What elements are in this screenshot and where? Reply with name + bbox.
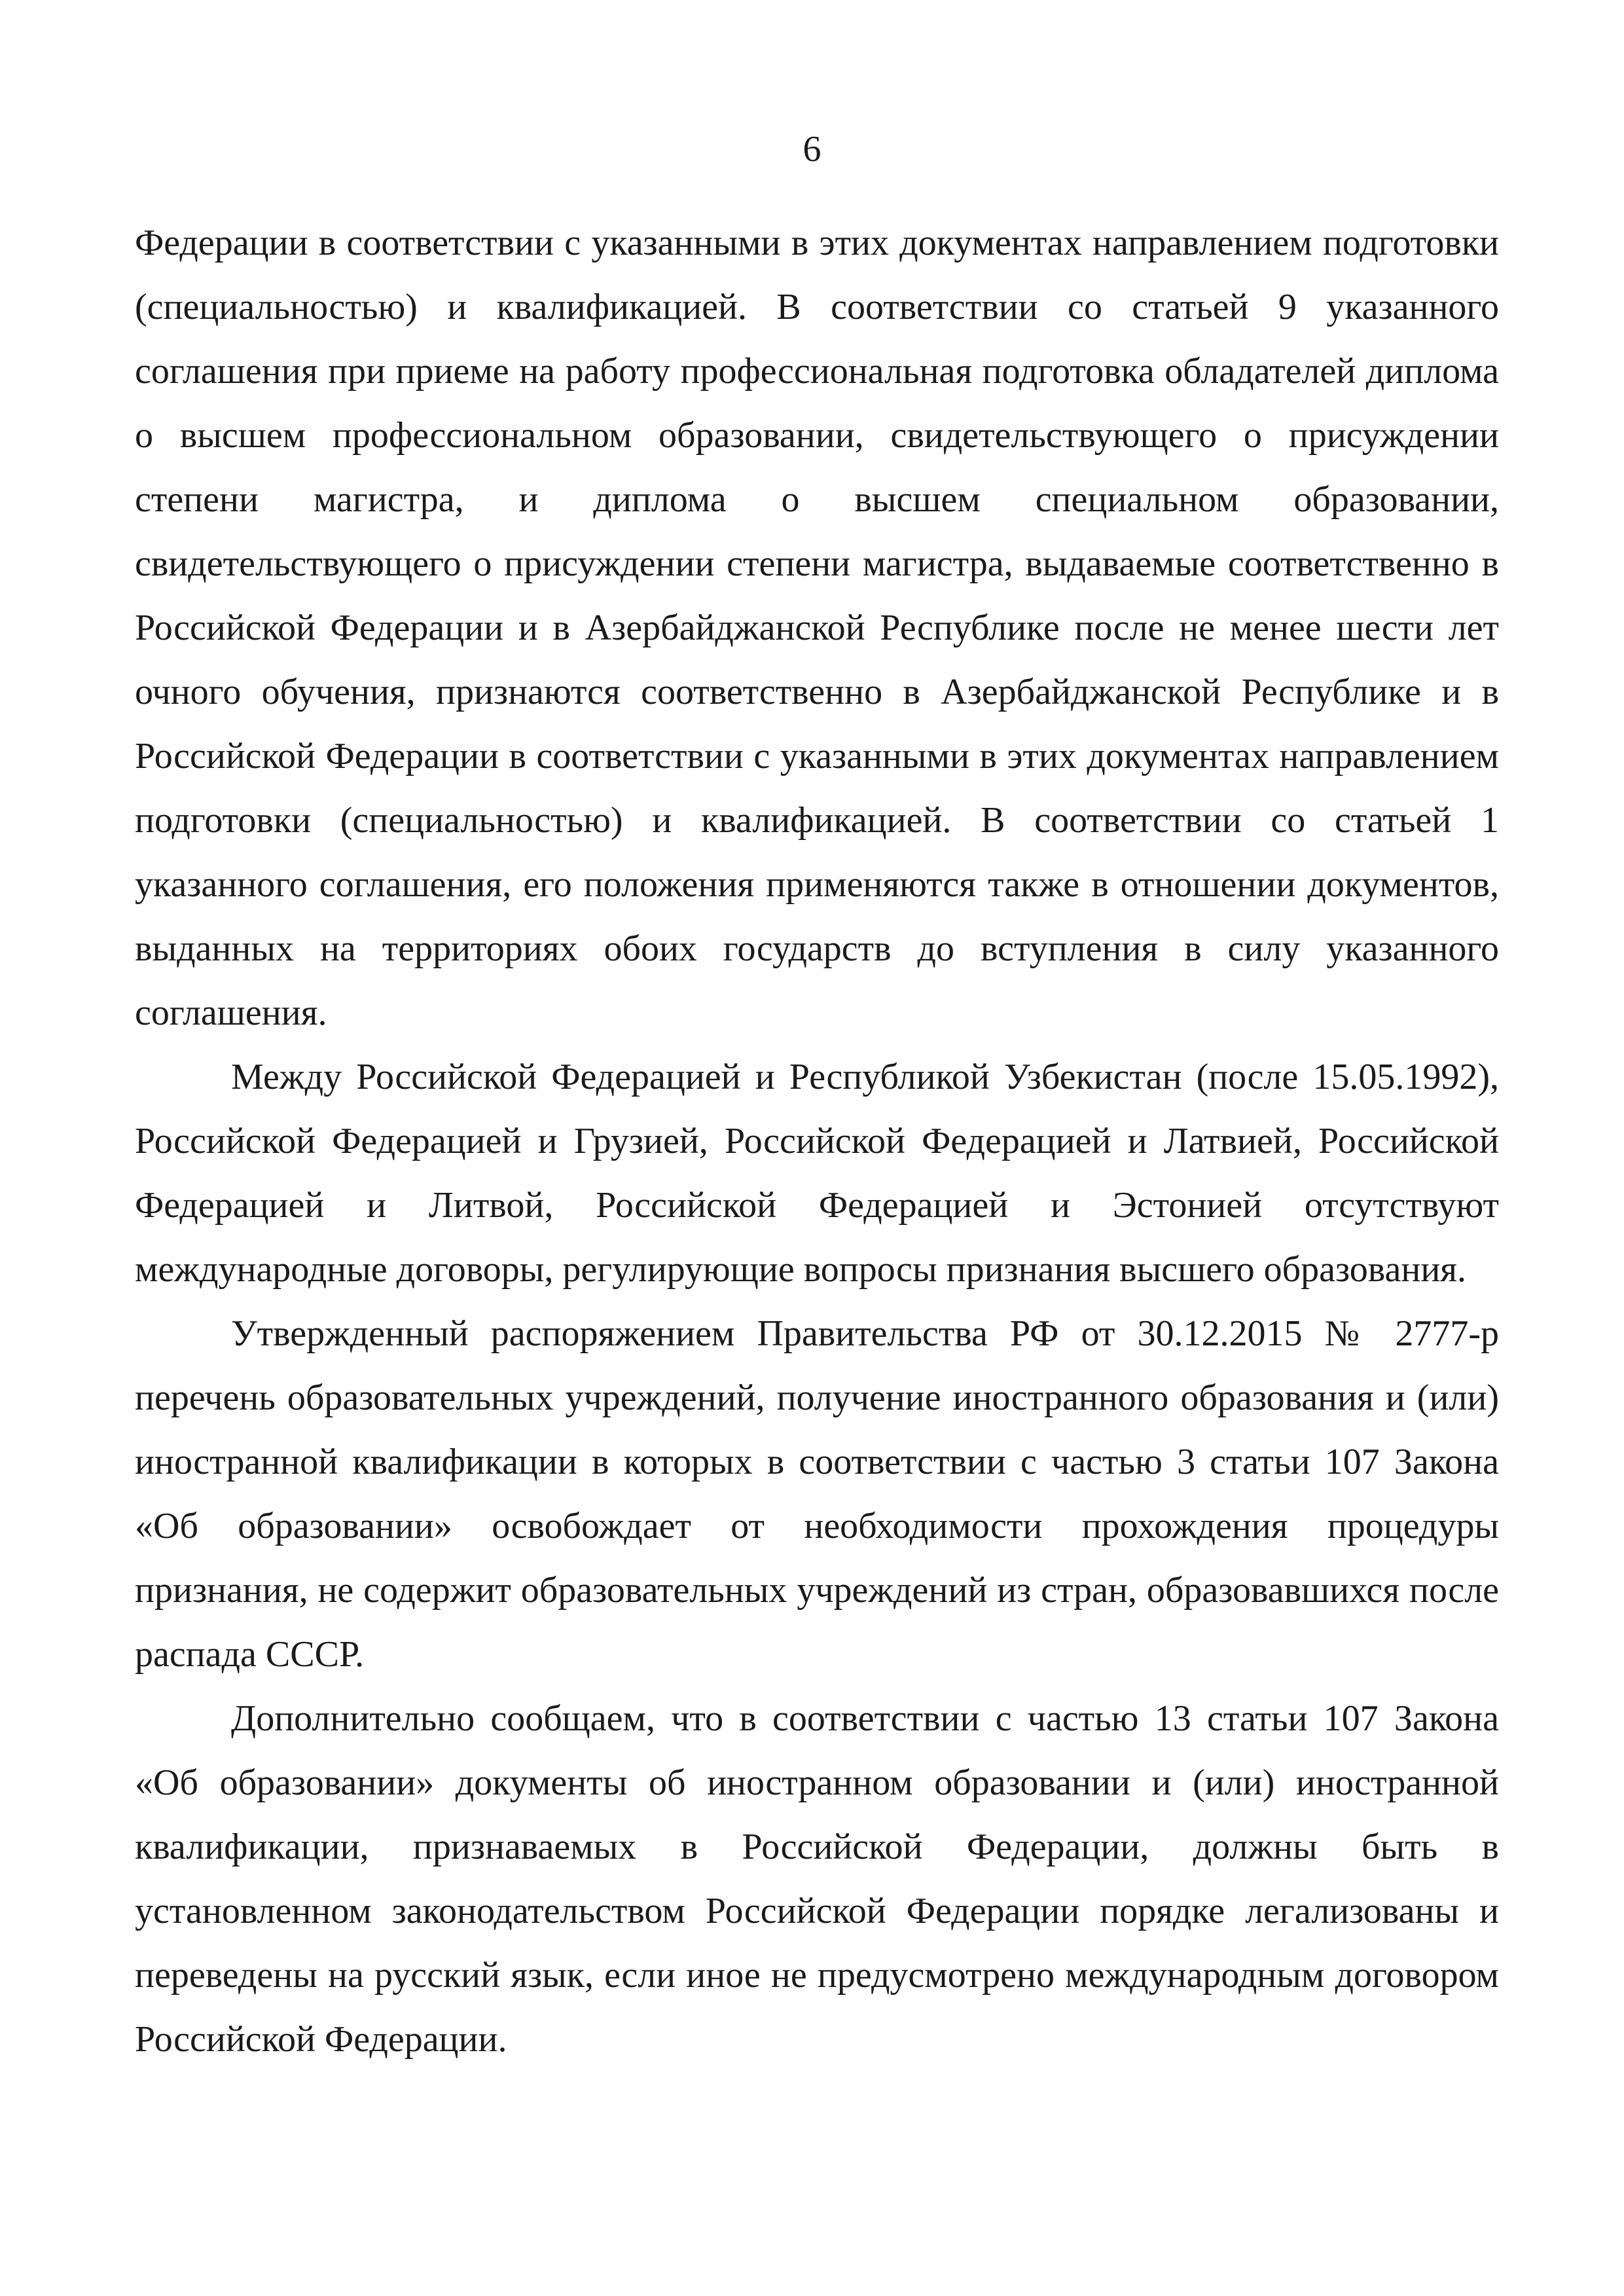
paragraph-continuation: Федерации в соответствии с указанными в этих документах направлением подготовки (специальностью) и квалификацией. В соответствии со статьей 9 указанного соглашения при приеме на работу профессиональная подготовка обладателей диплома о высшем профессиональном образовании, свидетельствующего о присуждении степени магистра, и диплома о высшем специальном образовании, свидетельствующего о присуждении степени магистра, выдаваемые соответственно в Российской Федерации и в Азербайджанской Республике после не менее шести лет очного обучения, признаются соответственно в Азербайджанской Республике и в Российской Федерации в соответствии с указанными в этих документах направлением подготовки (специальностью) и квалификацией. В соответствии со статьей 1 указанного соглашения, его положения применяются также в отношении документов, выданных на территориях обоих государств до вступления в силу указанного соглашения. xyxy=(135,223,1499,1033)
paragraph-no-treaties: Между Российской Федерацией и Республикой Узбекистан (после 15.05.1992), Российской Федерацией и Грузией, Российской Федерацией и Латвией, Российской Федерацией и Литвой, Российской Федерацией и Эстонией отсутствуют международные договоры, регулирующие вопросы признания высшего образования. xyxy=(135,1057,1499,1290)
page-number: 6 xyxy=(803,129,821,170)
body-text xyxy=(135,211,1499,2071)
paragraph-government-order: Утвержденный распоряжением Правительства РФ от 30.12.2015 № 2777-р перечень образовательных учреждений, получение иностранного образования и (или) иностранной квалификации в которых в соответствии с частью 3 статьи 107 Закона «Об образовании» освобождает от необходимости прохождения процедуры признания, не содержит образовательных учреждений из стран, образовавшихся после распада СССР. xyxy=(135,1313,1499,1675)
paragraph-legalization: Дополнительно сообщаем, что в соответствии с частью 13 статьи 107 Закона «Об образовании» документы об иностранном образовании и (или) иностранной квалификации, признаваемых в Российской Федерации, должны быть в установленном законодательством Российской Федерации порядке легализованы и переведены на русский язык, если иное не предусмотрено международным договором Российской Федерации. xyxy=(135,1698,1499,2060)
